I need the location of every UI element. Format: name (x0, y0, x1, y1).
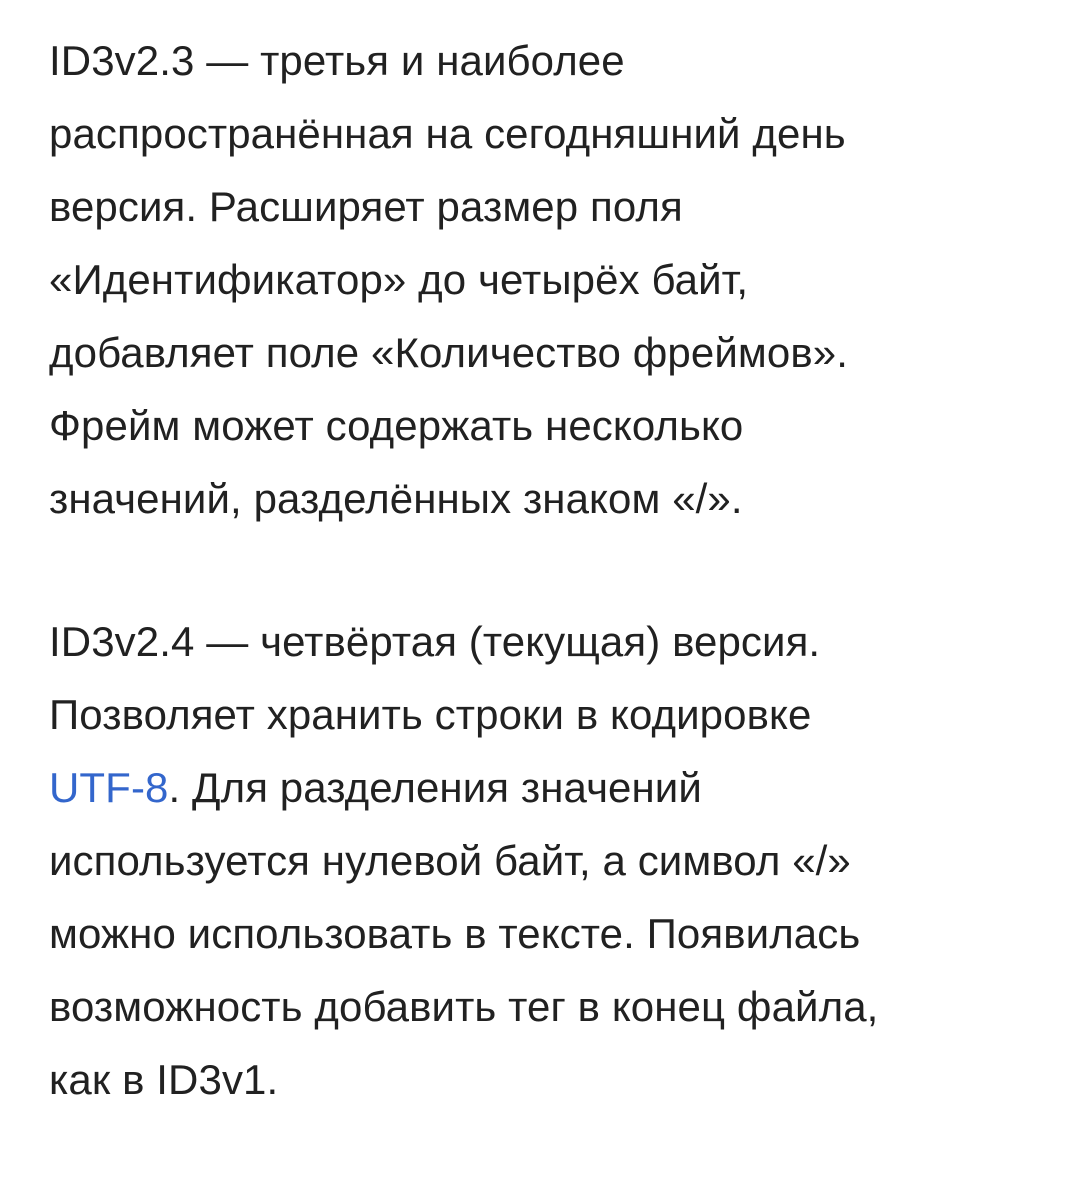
paragraph-id3v2-3 (49, 24, 1059, 535)
article-body (49, 24, 1059, 1116)
text-line: «Идентификатор» до четырёх байт, (49, 256, 749, 303)
text-line: можно использовать в тексте. Появилась (49, 910, 861, 957)
text-line: версия. Расширяет размер поля (49, 183, 683, 230)
text-fragment: . Для разделения значений (168, 764, 702, 811)
utf8-link[interactable]: UTF-8 (49, 764, 169, 811)
text-line: добавляет поле «Количество фреймов». (49, 329, 848, 376)
text-line: Фрейм может содержать несколько (49, 402, 744, 449)
text-line: ID3v2.4 — четвёртая (текущая) версия. (49, 618, 821, 665)
text-line: как в ID3v1. (49, 1056, 279, 1103)
text-line: возможность добавить тег в конец файла, (49, 983, 879, 1030)
text-line: используется нулевой байт, а символ «/» (49, 837, 851, 884)
paragraph-id3v2-4 (49, 605, 1059, 1116)
text-line: значений, разделённых знаком «/». (49, 475, 743, 522)
text-line: ID3v2.3 — третья и наиболее (49, 37, 625, 84)
text-line: Позволяет хранить строки в кодировке (49, 691, 812, 738)
text-line: распространённая на сегодняшний день (49, 110, 846, 157)
text-line-with-link (49, 751, 1059, 824)
